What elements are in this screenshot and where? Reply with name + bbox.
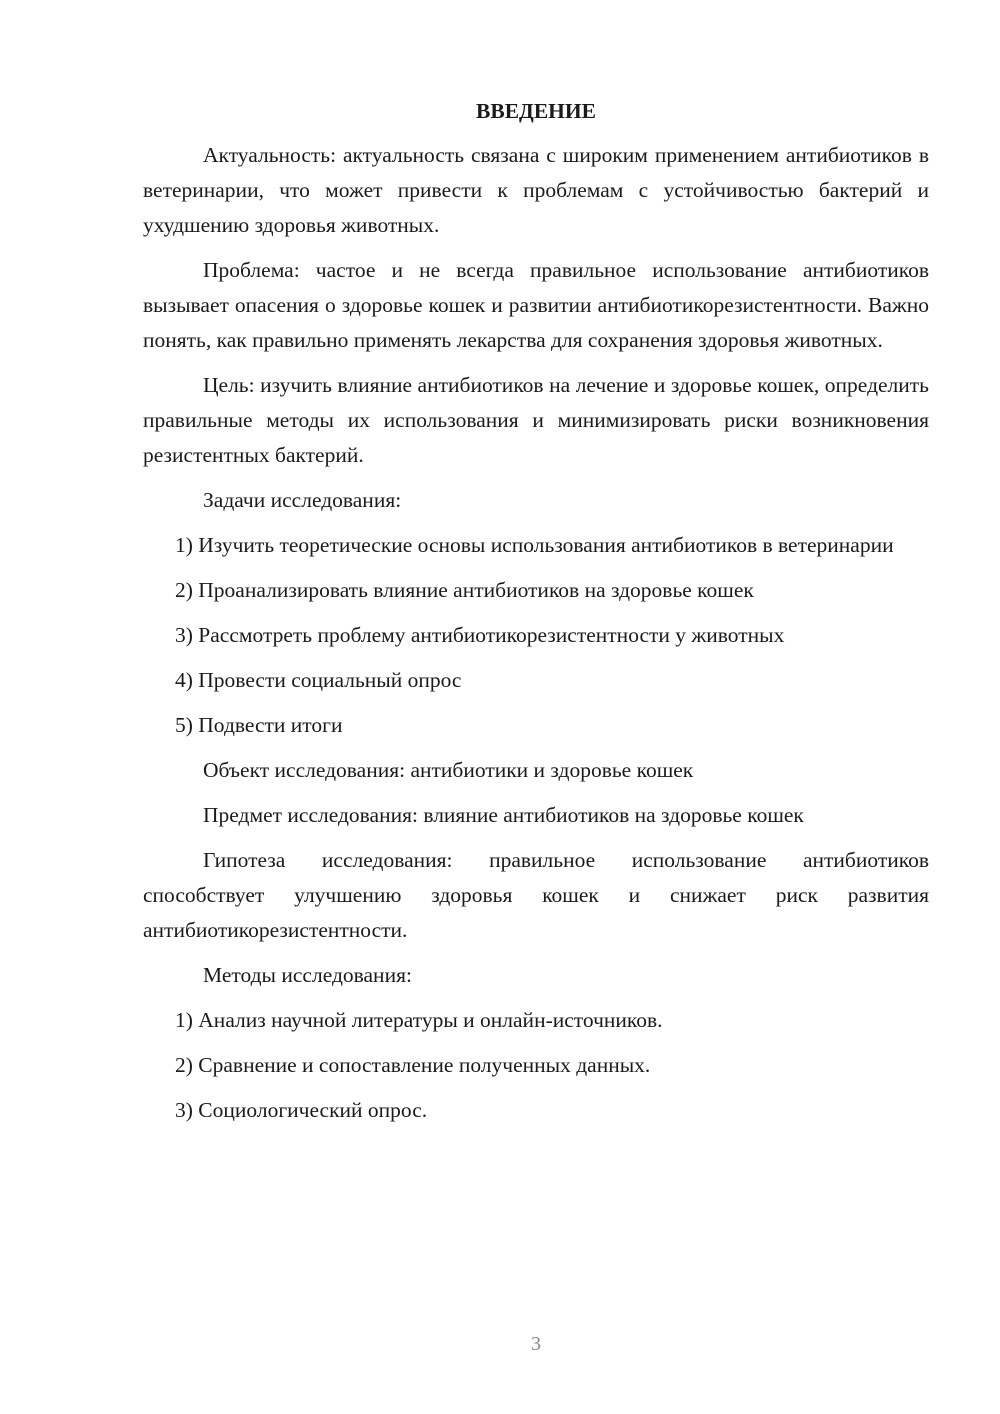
method-item-3: 3) Социологический опрос. <box>175 1098 428 1122</box>
task-item-3: 3) Рассмотреть проблему антибиотикорезистентности у животных <box>175 623 785 647</box>
task-item-5: 5) Подвести итоги <box>175 713 343 737</box>
research-subject: Предмет исследования: влияние антибиотиков на здоровье кошек <box>203 803 804 827</box>
page-number: 3 <box>531 1333 541 1355</box>
hypothesis-paragraph: Гипотеза исследования: правильное использование антибиотиков способствует улучшению здоровья кошек и снижает риск развития антибиотикорезистентности. <box>143 848 929 942</box>
task-item-4: 4) Провести социальный опрос <box>175 668 462 692</box>
method-item-2: 2) Сравнение и сопоставление полученных данных. <box>175 1053 651 1077</box>
problem-paragraph: Проблема: частое и не всегда правильное использование антибиотиков вызывает опасения о здоровье кошек и развитии антибиотикорезистентности. Важно понять, как правильно применять лекарства для сохранения здоровья животных. <box>143 258 929 352</box>
relevance-paragraph: Актуальность: актуальность связана с широким применением антибиотиков в ветеринарии, что может привести к проблемам с устойчивостью бактерий и ухудшению здоровья животных. <box>143 143 929 237</box>
page-content <box>143 96 929 1138</box>
section-title: ВВЕДЕНИЕ <box>476 99 596 123</box>
research-object: Объект исследования: антибиотики и здоровье кошек <box>203 758 694 782</box>
methods-heading: Методы исследования: <box>203 963 412 987</box>
method-item-1: 1) Анализ научной литературы и онлайн-источников. <box>175 1008 663 1032</box>
tasks-heading: Задачи исследования: <box>203 488 402 512</box>
task-item-2: 2) Проанализировать влияние антибиотиков на здоровье кошек <box>175 578 754 602</box>
task-item-1: 1) Изучить теоретические основы использования антибиотиков в ветеринарии <box>175 533 894 557</box>
goal-paragraph: Цель: изучить влияние антибиотиков на лечение и здоровье кошек, определить правильные методы их использования и минимизировать риски возникновения резистентных бактерий. <box>143 373 929 467</box>
